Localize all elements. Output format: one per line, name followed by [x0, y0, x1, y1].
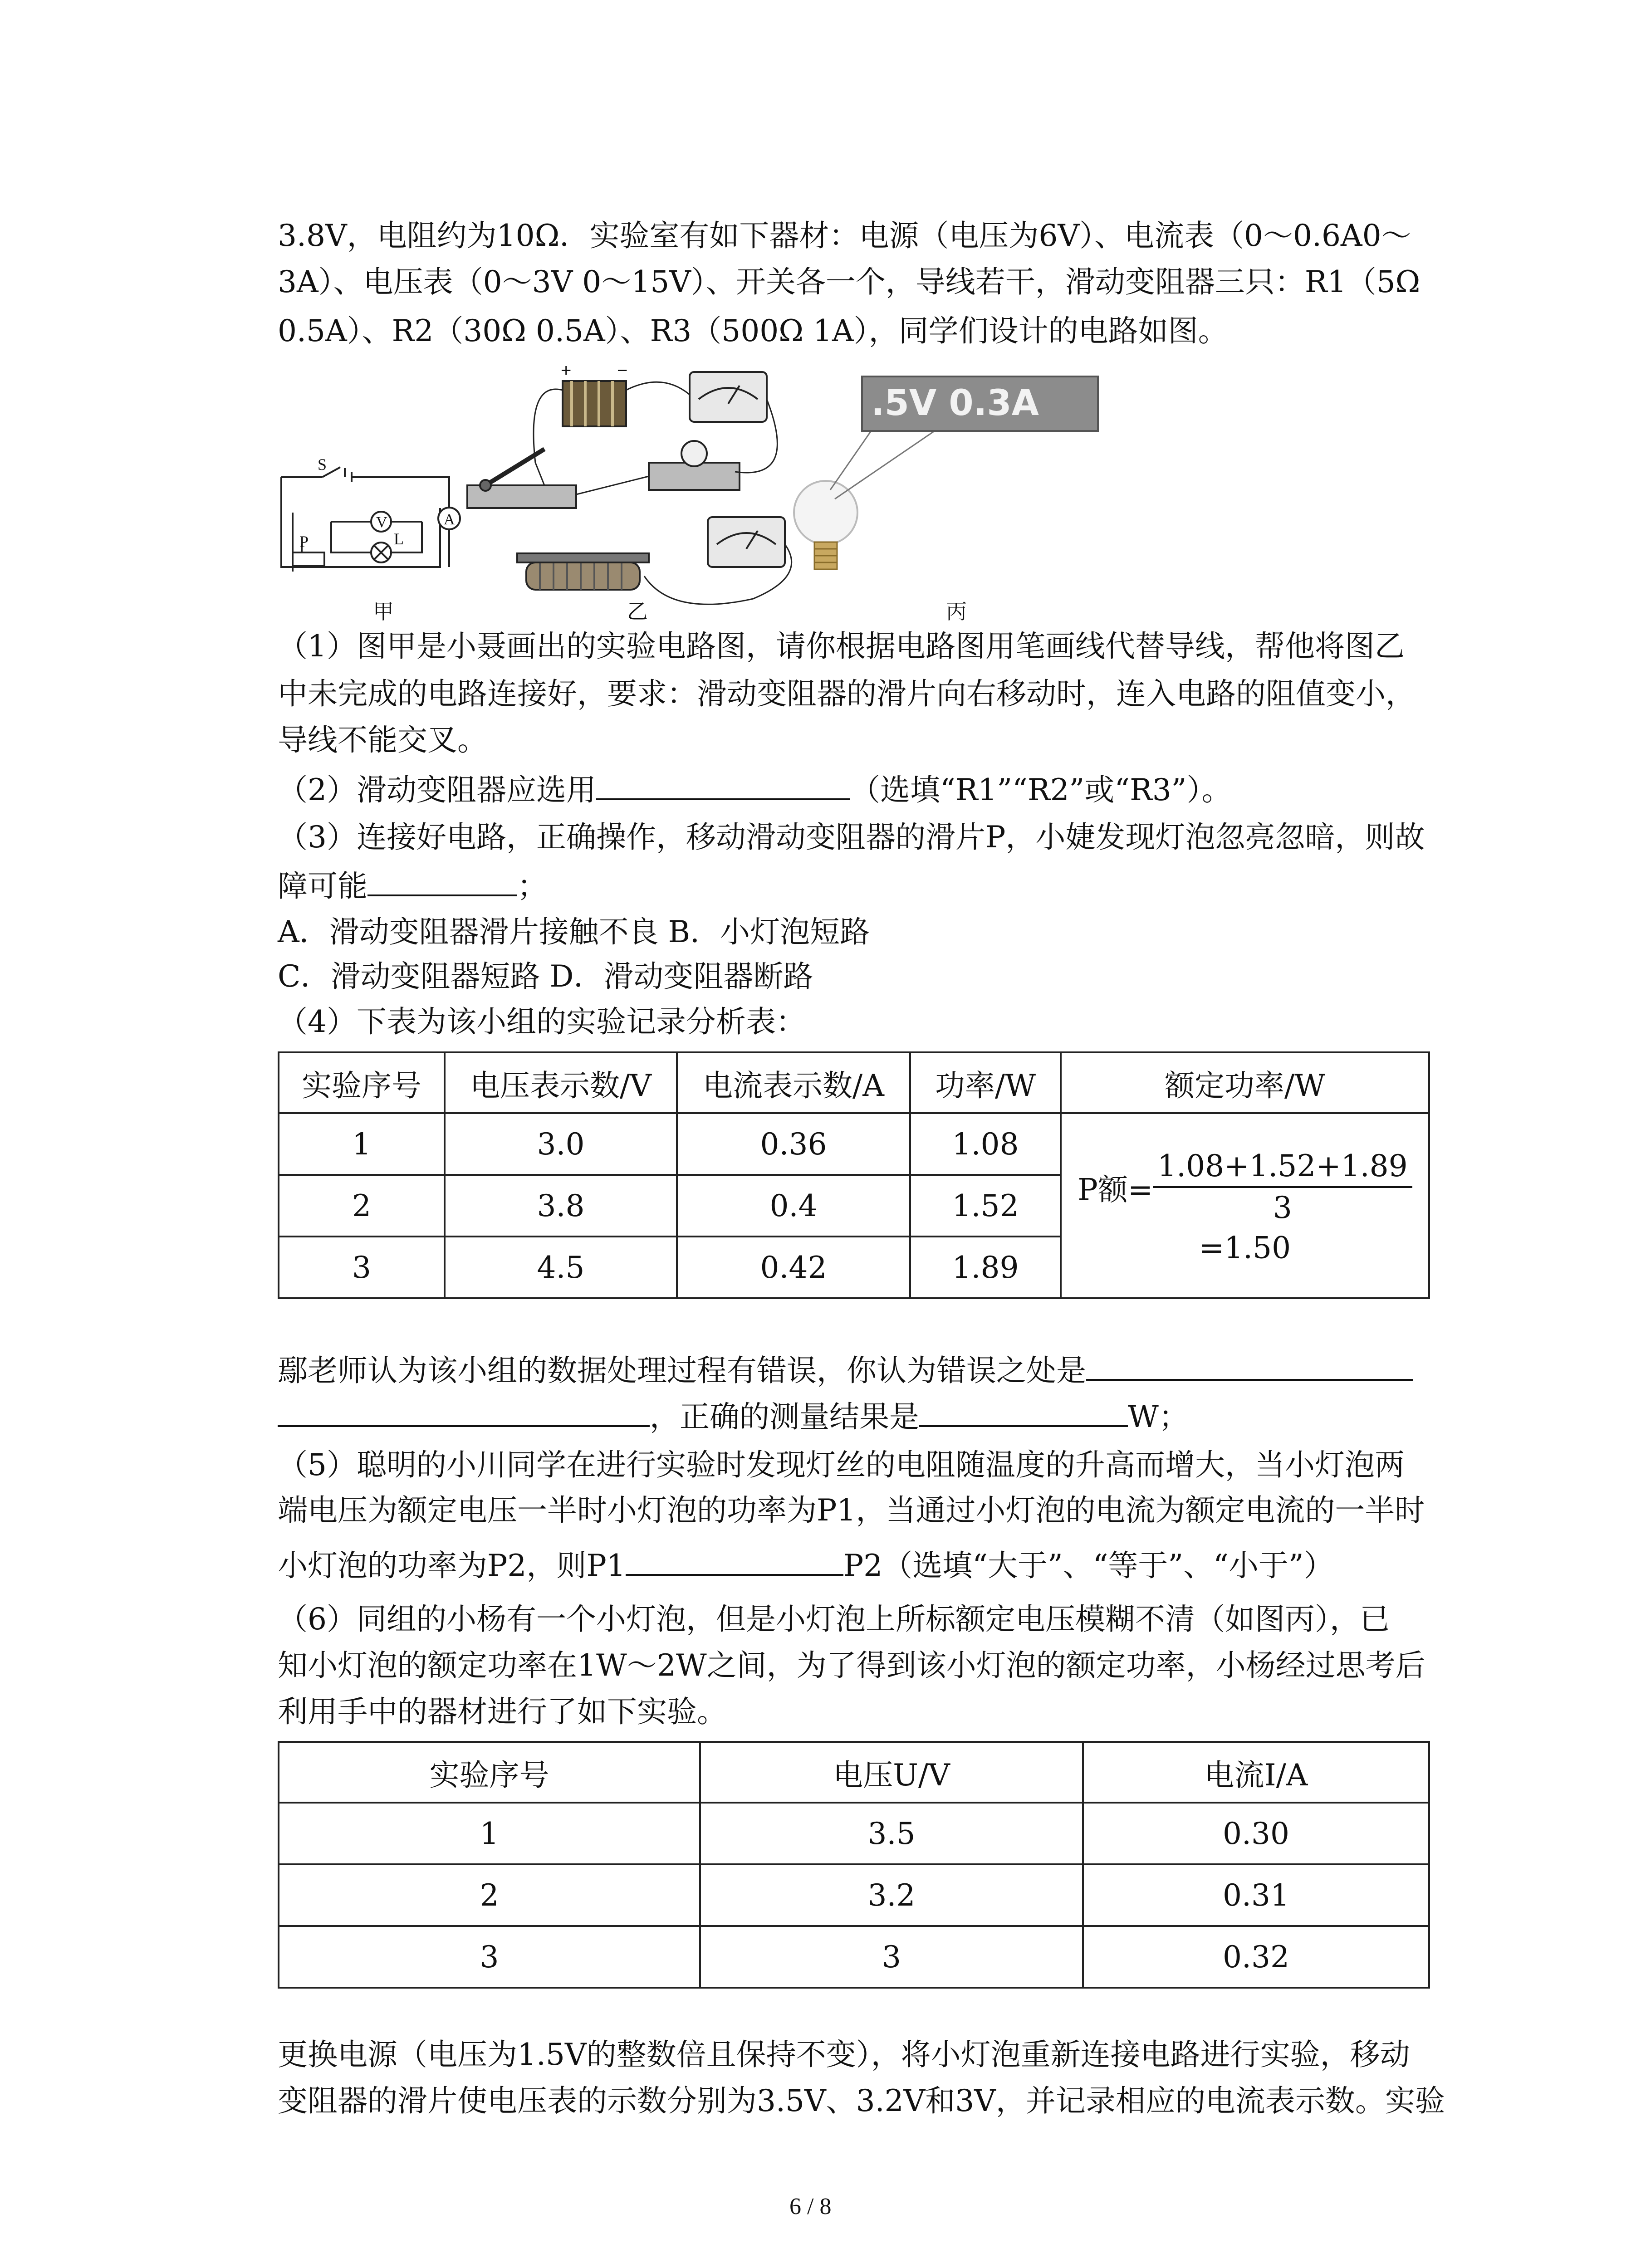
figure-label-yi: 乙 [627, 599, 648, 624]
table-cell: 2 [279, 1864, 700, 1926]
q4-error-blank-1[interactable] [1086, 1347, 1413, 1381]
table-row [279, 1113, 1429, 1175]
q3-line-1: （3）连接好电路，正确操作，移动滑动变阻器的滑片P，小婕发现灯泡忽亮忽暗，则故 [278, 820, 1425, 855]
table-cell: 1.08 [910, 1113, 1061, 1175]
q6-header-cell: 实验序号 [279, 1742, 700, 1803]
q4-header-cell: 电流表示数/A [677, 1052, 910, 1113]
q5-line-3 [278, 1542, 1334, 1589]
intro-line-1: 3.8V，电阻约为10Ω．实验室有如下器材：电源（电压为6V）、电流表（0～0.6A0～ [278, 218, 1411, 253]
formula-rhs: =1.50 [1199, 1230, 1291, 1266]
table-cell: 0.30 [1083, 1803, 1429, 1864]
table-cell: 3.0 [445, 1113, 677, 1175]
q3-line-2 [278, 863, 547, 909]
q3-prefix: 障可能 [278, 869, 367, 904]
q4-after-line-1 [278, 1347, 1413, 1393]
q2-suffix: （选填“R1”“R2”或“R3”）。 [850, 772, 1232, 807]
battery-plus-label: + [561, 363, 572, 381]
table-row [279, 1803, 1429, 1864]
q4-error-blank-2[interactable] [278, 1393, 650, 1427]
rheostat-icon [517, 553, 649, 590]
ammeter-icon [690, 372, 767, 422]
table-cell: 3.2 [700, 1864, 1083, 1926]
q3-suffix: ； [517, 869, 547, 904]
bulb-marking-text: .5V 0.3A [871, 383, 1039, 424]
formula-numerator: 1.08+1.52+1.89 [1153, 1146, 1412, 1188]
q4-header-cell: 电压表示数/V [445, 1052, 677, 1113]
table-cell: 1.89 [910, 1237, 1061, 1298]
switch-label: S [318, 455, 327, 474]
q5-prefix: 小灯泡的功率为P2，则P1 [278, 1548, 626, 1583]
table-cell: 0.31 [1083, 1864, 1429, 1926]
voltmeter-symbol-label: V [376, 514, 387, 531]
table-row [279, 1926, 1429, 1988]
q6-table [278, 1741, 1430, 1989]
q2-answer-blank[interactable] [596, 767, 850, 800]
slider-label: P [299, 533, 309, 551]
table-cell: 2 [279, 1175, 445, 1237]
intro-line-3: 0.5A）、R2（30Ω 0.5A）、R3（500Ω 1A），同学们设计的电路如图。 [278, 313, 1228, 348]
q4-result-blank[interactable] [919, 1393, 1128, 1427]
q1-line-1: （1）图甲是小聂画出的实验电路图，请你根据电路图用笔画线代替导线，帮他将图乙 [278, 629, 1405, 664]
q5-suffix: P2（选填“大于”、“等于”、“小于”） [843, 1548, 1334, 1583]
table-cell: 3.8 [445, 1175, 677, 1237]
voltmeter-icon [708, 517, 785, 567]
q3-options-ab: A．滑动变阻器滑片接触不良 B．小灯泡短路 [278, 914, 870, 949]
q5-line-1: （5）聪明的小川同学在进行实验时发现灯丝的电阻随温度的升高而增大，当小灯泡两 [278, 1447, 1405, 1482]
q6-line-1: （6）同组的小杨有一个小灯泡，但是小灯泡上所标额定电压模糊不清（如图丙），已 [278, 1602, 1390, 1637]
q4-result-prompt: ，正确的测量结果是 [650, 1399, 919, 1434]
lamp-label: L [394, 530, 404, 548]
q4-after-line-2 [278, 1393, 1189, 1440]
circuit-figure [272, 363, 1134, 617]
q5-line-2: 端电压为额定电压一半时小灯泡的功率为P1，当通过小灯泡的电流为额定电流的一半时 [278, 1493, 1425, 1528]
q6-line-3: 利用手中的器材进行了如下实验。 [278, 1694, 727, 1729]
q1-line-3: 导线不能交叉。 [278, 723, 487, 758]
table-cell: 3 [279, 1237, 445, 1298]
table-cell: 0.42 [677, 1237, 910, 1298]
light-bulb-icon [794, 481, 857, 569]
q4-header-cell: 实验序号 [279, 1052, 445, 1113]
q4-header-cell: 额定功率/W [1061, 1052, 1429, 1113]
rated-power-formula-cell [1061, 1113, 1429, 1298]
battery-minus-label: − [617, 363, 628, 381]
table-cell: 4.5 [445, 1237, 677, 1298]
table-cell: 1 [279, 1113, 445, 1175]
table-cell: 0.4 [677, 1175, 910, 1237]
table-cell: 3 [700, 1926, 1083, 1988]
battery-icon [563, 381, 626, 426]
table-cell: 0.32 [1083, 1926, 1429, 1988]
table-cell: 1 [279, 1803, 700, 1864]
q3-options-cd: C．滑动变阻器短路 D．滑动变阻器断路 [278, 959, 813, 994]
lamp-holder-icon [649, 441, 740, 490]
q6-after-line-2: 变阻器的滑片使电压表的示数分别为3.5V、3.2V和3V，并记录相应的电流表示数。实验 [278, 2083, 1445, 2118]
q6-line-2: 知小灯泡的额定功率在1W～2W之间，为了得到该小灯泡的额定功率，小杨经过思考后 [278, 1648, 1425, 1683]
formula-fraction [1153, 1146, 1412, 1228]
q4-table [278, 1051, 1430, 1299]
q6-after-line-1: 更换电源（电压为1.5V的整数倍且保持不变），将小灯泡重新连接电路进行实验，移动 [278, 2037, 1410, 2072]
table-cell: 1.52 [910, 1175, 1061, 1237]
table-row [279, 1864, 1429, 1926]
schematic-diagram [281, 467, 460, 572]
q2-prefix: （2）滑动变阻器应选用 [278, 772, 596, 807]
q1-line-2: 中未完成的电路连接好，要求：滑动变阻器的滑片向右移动时，连入电路的阻值变小， [278, 676, 1416, 711]
page-number: 6 / 8 [789, 2194, 832, 2219]
q4-result-unit: W； [1128, 1399, 1189, 1434]
table-cell: 3.5 [700, 1803, 1083, 1864]
q2-line [278, 767, 1232, 813]
figure-label-bing: 丙 [946, 599, 967, 624]
q6-header-cell: 电流I/A [1083, 1742, 1429, 1803]
formula-lhs: P额= [1078, 1172, 1153, 1207]
intro-line-2: 3A）、电压表（0～3V 0～15V）、开关各一个，导线若干，滑动变阻器三只：R1（5Ω [278, 264, 1421, 299]
table-cell: 0.36 [677, 1113, 910, 1175]
q4-header-cell: 功率/W [910, 1052, 1061, 1113]
ammeter-symbol-label: A [444, 511, 455, 528]
q3-answer-blank[interactable] [367, 863, 517, 896]
q5-answer-blank[interactable] [626, 1542, 843, 1576]
table-cell: 3 [279, 1926, 700, 1988]
q4-intro: （4）下表为该小组的实验记录分析表： [278, 1004, 806, 1039]
formula-denominator: 3 [1273, 1190, 1292, 1225]
q6-header-cell: 电压U/V [700, 1742, 1083, 1803]
knife-switch-icon [467, 449, 576, 508]
q4-error-prompt: 鄢老师认为该小组的数据处理过程有错误，你认为错误之处是 [278, 1353, 1086, 1388]
figure-label-jia: 甲 [373, 599, 394, 624]
